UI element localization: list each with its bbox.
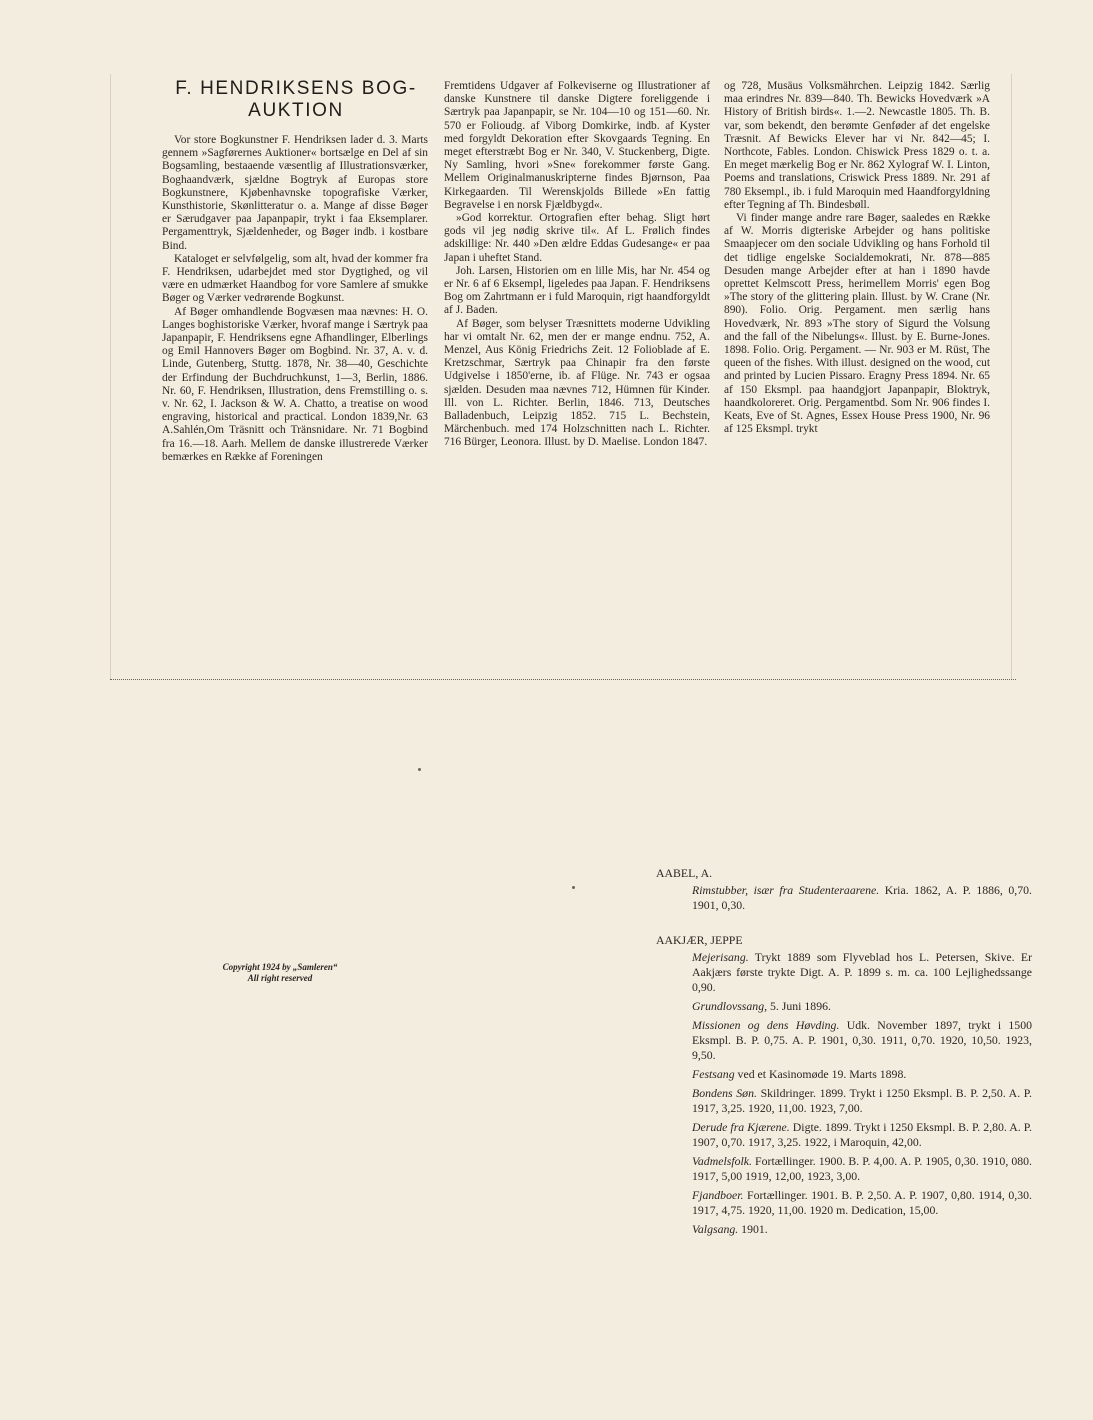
entry-text: 1901. [738, 1222, 768, 1236]
article-title [158, 78, 434, 122]
entry-title: Derude fra Kjærene. [692, 1120, 790, 1134]
entry-text: Fortællinger. 1900. B. P. 4,00. A. P. 1905, 0,30. 1910, 080. 1917, 5,00 1919, 12,00, 1923, 3,00. [692, 1154, 1032, 1183]
copyright-line-1: Copyright 1924 by „Samleren“ [222, 962, 338, 972]
catalog-listing [656, 866, 1032, 1257]
catalog-entry [692, 1086, 1032, 1116]
entry-title: Mejerisang. [692, 950, 749, 964]
entry-text: 5. Juni 1896. [767, 999, 831, 1013]
catalog-entry [692, 999, 1032, 1014]
entry-text: Digte. 1899. Trykt i 1250 Eksmpl. B. P. 2,80. A. P. 1907, 0,70. 1917, 3,25. 1922, i Maroquin, 42,00. [692, 1120, 1032, 1149]
entry-title: Missionen og dens Høvding. [692, 1018, 840, 1032]
catalog-author-group [656, 933, 1032, 1237]
speck-mark [572, 886, 575, 889]
paragraph: og 728, Musäus Volksmährchen. Leipzig 1842. Særlig maa erindres Nr. 839—840. Th. Bewicks Hovedværk »A History of British birds«. 1.—2. Newcastle 1805. Th. B. var, som bekendt, den berømte Genføder af det engelske Træsnit. Af Bewicks Elever har vi Nr. 842—45; I. Northcote, Fables. London. Chiswick Press 1829 o. t. a. En meget mærkelig Bog er Nr. 862 Xylograf W. I. Linton, Poems and translations, Criswick Press 1889. Nr. 291 af 780 Eksempl., ib. i fuld Maroquin med Haandforgyldning efter Tegning af Th. Bindesbøll. [724, 80, 990, 211]
paragraph: Joh. Larsen, Historien om en lille Mis, har Nr. 454 og er Nr. 6 af 6 Eksempl, ligeledes paa Japan. F. Hendriksens Bog om Zahrtmann er i fuld Maroquin, rigt haandforgyldt af J. Baden. [444, 264, 710, 317]
catalog-entry [692, 1222, 1032, 1237]
article-column-2 [444, 80, 710, 450]
article-column-3 [724, 80, 990, 436]
catalog-entry [692, 1067, 1032, 1082]
catalog-entry [692, 950, 1032, 995]
catalog-entry [692, 1018, 1032, 1063]
entry-title: Festsang [692, 1067, 735, 1081]
entry-title: Bondens Søn. [692, 1086, 757, 1100]
paragraph: Vor store Bogkunstner F. Hendriksen lader d. 3. Marts gennem »Sagførernes Auktioner« bortsælge en Del af sin Bogsamling, bestaaende væsentlig af Illustrationsværker, Boghaandværk, sjældne Bogtryk af Europas store Bogkunstnere, Kjøbenhavnske topografiske Værker, Kunsthistorie, Skønlitteratur o. a. Mange af disse Bøger er Særudgaver paa Japanpapir, trykt i faa Eksemplarer. Pergamenttryk, Sjældenheder, og Bøger indb. i kostbare Bind. [162, 134, 428, 252]
catalog-entry [692, 1154, 1032, 1184]
copyright-line-2: All right reserved [247, 973, 313, 983]
copyright-notice [200, 962, 360, 984]
entry-text: Fortællinger. 1901. B. P. 2,50. A. P. 1907, 0,80. 1914, 0,30. 1917, 4,75. 1920, 11,00. 1920 m. Dedication, 15,00. [692, 1188, 1032, 1217]
entry-title: Vadmelsfolk. [692, 1154, 752, 1168]
article-title-line-2: AUKTION [248, 100, 344, 121]
paragraph: Vi finder mange andre rare Bøger, saaledes en Række af W. Morris digteriske Arbejder og hans politiske Smaapjecer om den sociale Udvikling og hans Forhold til det tidlige engelske Socialdemokrati, Nr. 878—885 Desuden mange Arbejder efter at han i 1890 havde oprettet Kelmscott Press, herimellem Morris' egen Bog »The story of the glittering plain. Illust. by W. Crane (Nr. 890). Folio. Orig. Pergament. men særlig hans Hovedværk, Nr. 893 »The story of Sigurd the Volsung and the fall of the Nibelungs«. Illust. by E. Burne-Jones. 1898. Folio. Orig. Pergament. — Nr. 903 er M. Rüst, The queen of the fishes. With illust. designed on the wood, cut and printed by Lucien Pissaro. Eragny Press 1894. Nr. 65 af 150 Eksmpl. paa haandgjort Japanpapir, Bloktryk, haandkoloreret. Orig. Pergamentbd. Som Nr. 906 findes I. Keats, Eve of St. Agnes, Essex House Press 1900, Nr. 96 af 125 Eksmpl. trykt [724, 212, 990, 436]
paragraph: Fremtidens Udgaver af Folkeviserne og Illustrationer af danske Kunstnere til danske Digtere foreliggende i Særtryk paa Japanpapir, se Nr. 104—10 og 151—60. Nr. 570 er Folioudg. af Viborg Domkirke, indb. af Kyster med forgyldt Dekoration efter Skovgaards Tegning. En meget efterstræbt Bog er Nr. 340, V. Stuckenberg, Digte. Ny Samling, hvori »Sne« forekommer første Gang. Mellem Originalmanuskripterne findes Bjørnson, Paa Kirkegaarden. Til Werenskjolds Billede »En fattig Begravelse i en norsk Fjældbygd«. [444, 80, 710, 211]
entry-title: Grundlovssang, [692, 999, 768, 1013]
article-column-1 [162, 134, 428, 464]
paragraph: »God korrektur. Ortografien efter behag. Sligt hørt gods vil jeg nødig skrive til«. Af L. Frølich findes adskillige: Nr. 440 »Den ældre Eddas Gudesange« er paa Japan i uheftet Stand. [444, 212, 710, 264]
entry-text: Kria. 1862, A. P. 1886, 0,70. 1901, 0,30. [692, 883, 1032, 912]
dotted-divider [110, 679, 1016, 680]
paragraph: Kataloget er selvfølgelig, som alt, hvad der kommer fra F. Hendriksen, udarbejdet med stor Dygtighed, og vil være en udmærket Haandbog for vore Samlere af smukke Bøger og Værker vedrørende Bogkunst. [162, 252, 428, 305]
entry-text: Skildringer. 1899. Trykt i 1250 Eksmpl. B. P. 2,50. A. P. 1917, 3,25. 1920, 11,00. 1923, 7,00. [692, 1086, 1032, 1115]
catalog-entry [692, 1188, 1032, 1218]
entry-title: Rimstubber, især fra Studenteraarene. [692, 883, 880, 897]
paragraph: Af Bøger, som belyser Træsnittets moderne Udvikling har vi omtalt Nr. 62, men der er mange endnu. 752, A. Menzel, Aus König Friedrichs Zeit. 12 Folioblade af E. Kretzschmar, Særtryk paa Chinapir fra den første Udgivelse i 1850'erne, ib. af Flüge. Nr. 743 er ogsaa sjælden. Desuden maa nævnes 712, Hümnen für Kinder. Ill. von L. Richter. Berlin, 1846. 713, Deutsches Balladenbuch, Leipzig 1852. 715 L. Bechstein, Märchenbuch. med 174 Holzschnitten nach L. Richter. 716 Bürger, Leonora. Illust. by D. Maelise. London 1847. [444, 317, 710, 449]
catalog-author: AAKJÆR, JEPPE [656, 933, 743, 947]
catalog-author: AABEL, A. [656, 866, 713, 880]
paragraph: Af Bøger omhandlende Bogvæsen maa nævnes: H. O. Langes boghistoriske Værker, hvoraf mange i Særtryk paa Japanpapir, F. Hendriksens egne Afhandlinger, Elberlings og Emil Hannovers Bøger om Bogbind. Nr. 37, A. v. d. Linde, Gutenberg, Stuttg. 1878, Nr. 38—40, Geschichte der Erfindung der Buchdruchkunst, 1—3, Berlin, 1886. Nr. 60, F. Hendriksen, Illustration, dens Fremstilling o. s. v. Nr. 62, I. Jackson & W. A. Chatto, a treatise on wood engraving, historical and practical. London 1839,Nr. 63 A.Sahlén,Om Träsnitt och Tränsnidare. Nr. 71 Bogbind fra 16.—18. Aarh. Mellem de danske illustrerede Værker bemærkes en Række af Foreningen [162, 305, 428, 463]
entry-text: ved et Kasinomøde 19. Marts 1898. [734, 1067, 907, 1081]
speck-mark [418, 768, 421, 771]
entry-title: Valgsang. [692, 1222, 739, 1236]
article-title-line-1: F. HENDRIKSENS BOG- [175, 78, 417, 99]
catalog-author-group [656, 866, 1032, 913]
entry-text: Udk. November 1897, trykt i 1500 Eksmpl. B. P. 0,75. A. P. 1901, 0,30. 1911, 0,70. 1920, 10,50. 1923, 9,50. [692, 1018, 1033, 1062]
entry-text: Trykt 1889 som Flyveblad hos L. Petersen, Skive. Er Aakjærs første trykte Digt. A. P. 1899 s. m. ca. 100 Lejlighedssange 0,90. [692, 950, 1032, 994]
catalog-entry [692, 1120, 1032, 1150]
catalog-entry [692, 883, 1032, 913]
entry-title: Fjandboer. [692, 1188, 744, 1202]
